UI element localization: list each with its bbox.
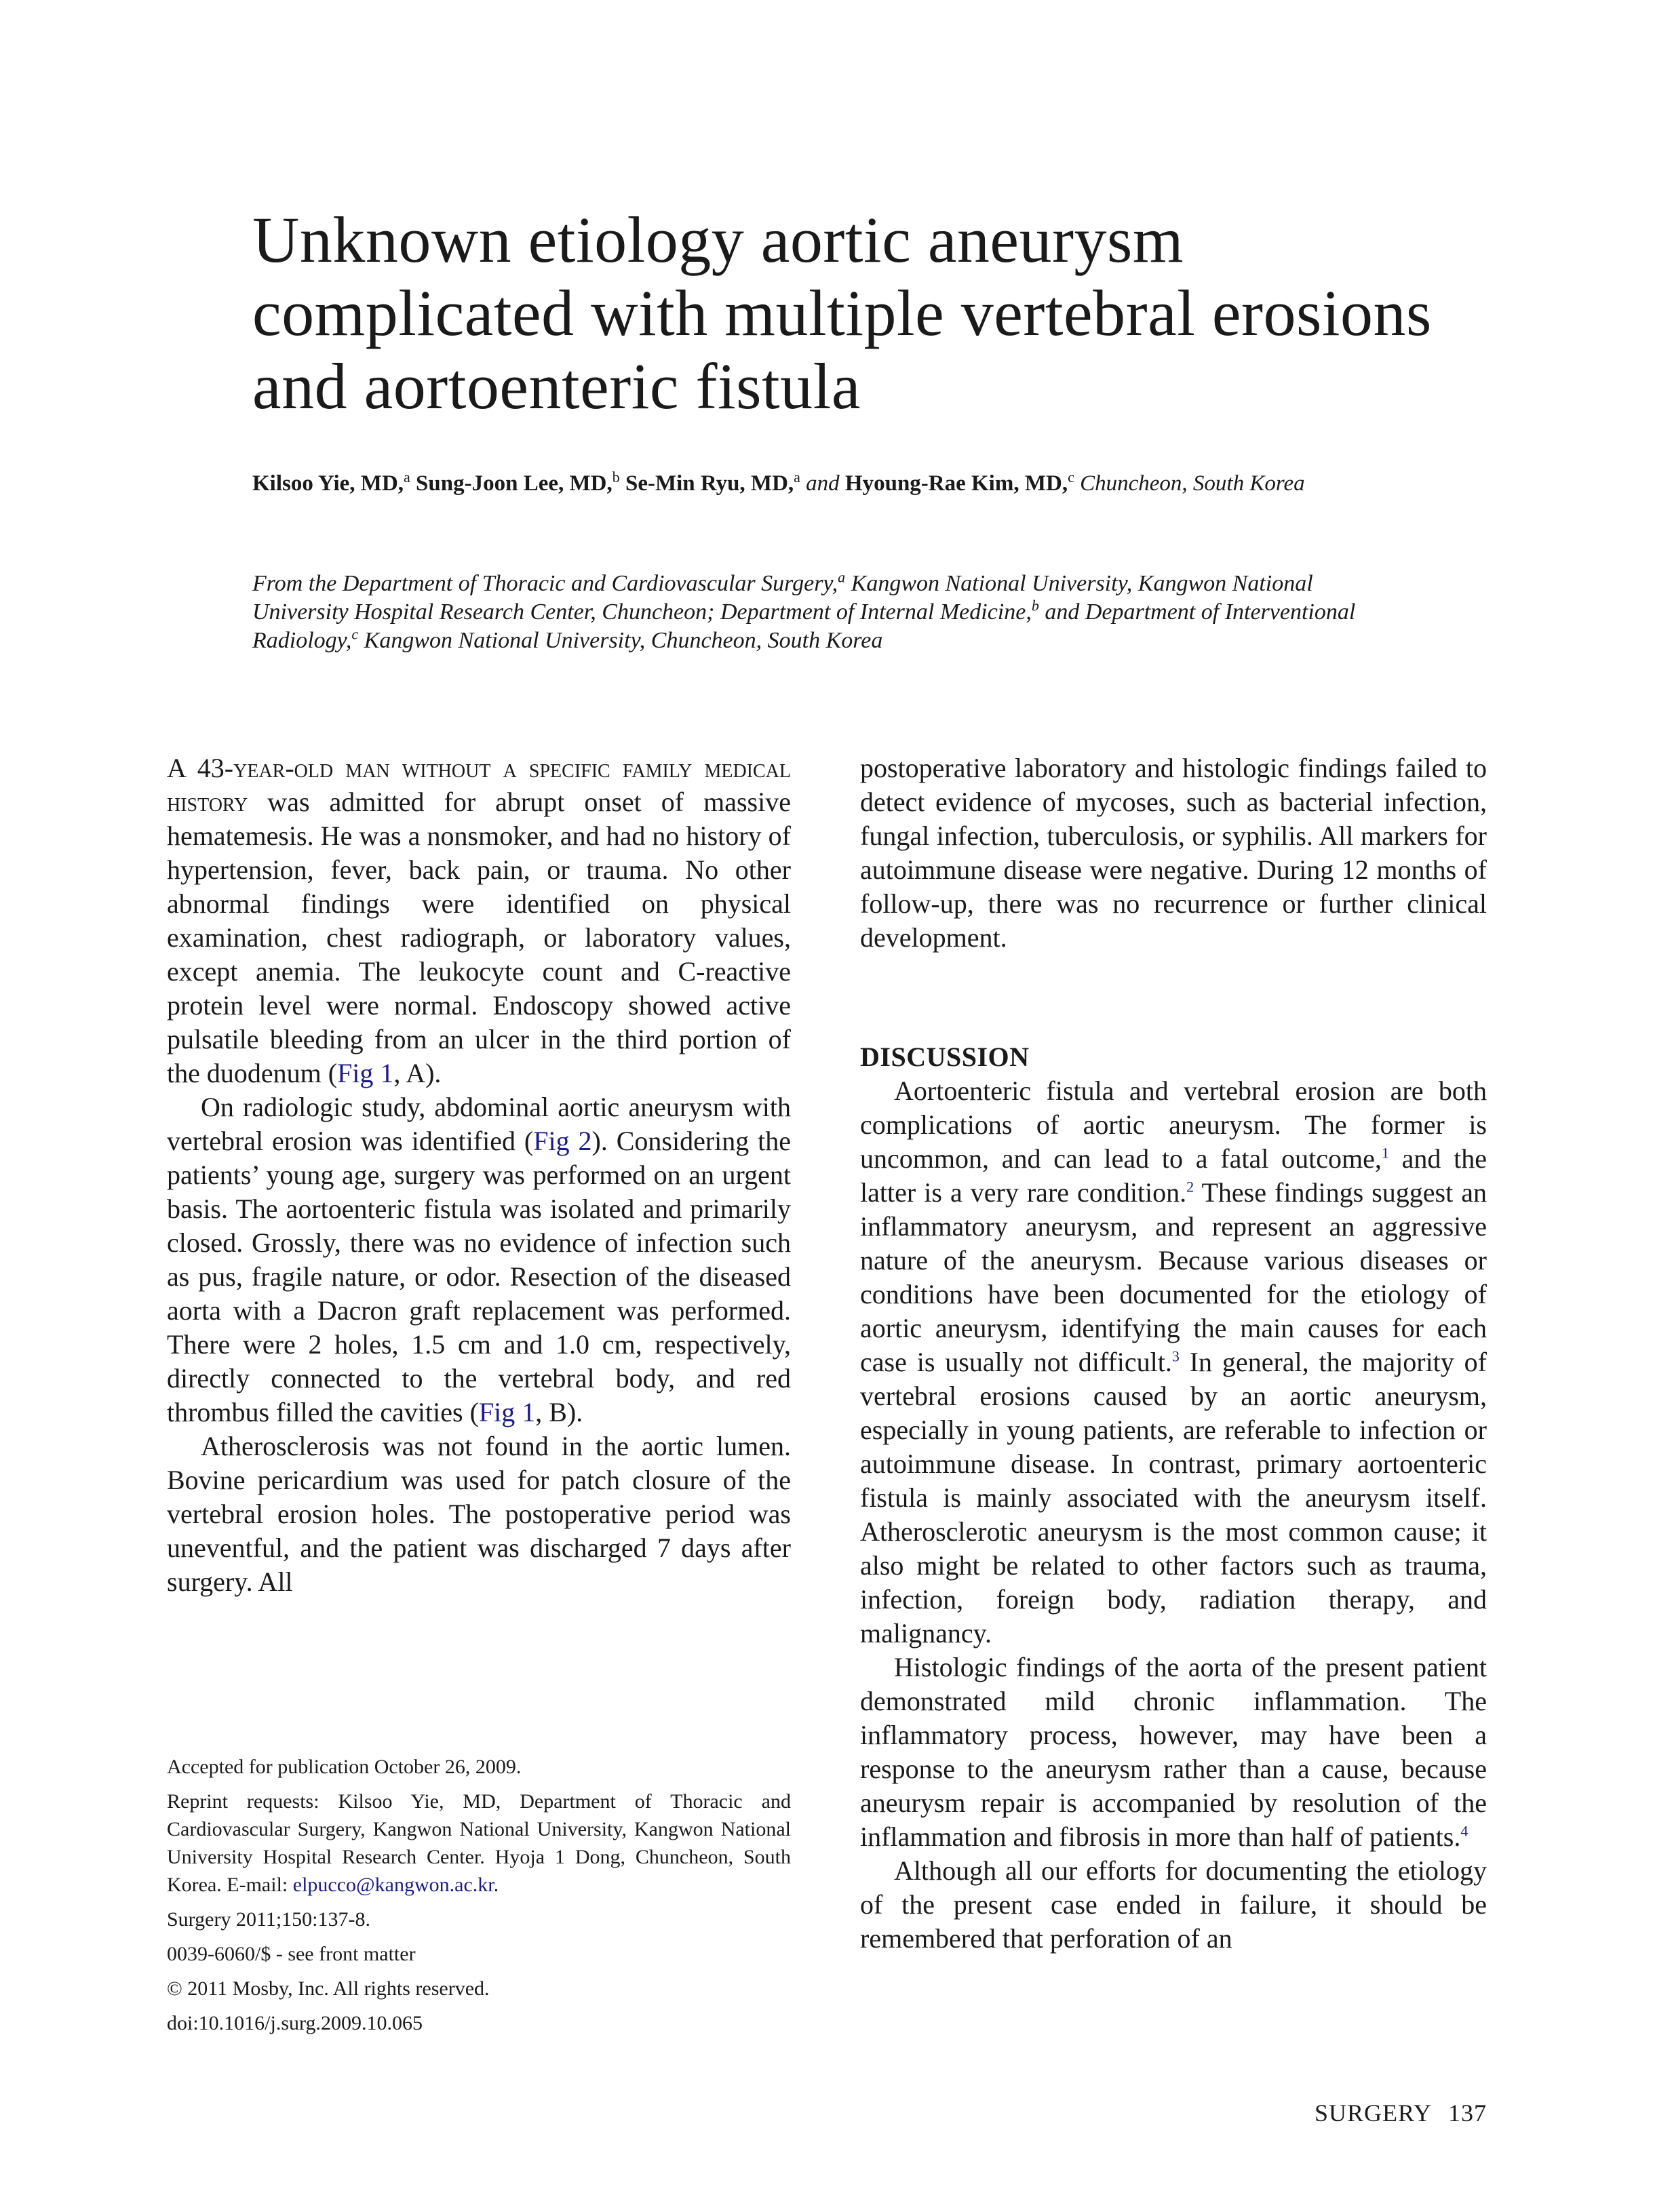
author-list (252, 468, 1392, 499)
author-location: Chuncheon, South Korea (1080, 471, 1305, 496)
reprint-text: . (493, 1874, 499, 1896)
paragraph-text: Histologic findings of the aorta of the present patient demonstrated mild chronic inflammation. The inflammatory process, however, may have been a response to the aneurysm rather than a cause, because aneurysm repair is accompanied by resolution of the inflammation and fibrosis in more than half of patients. (860, 1652, 1487, 1852)
author-name: Se-Min Ryu, MD, (625, 471, 794, 496)
reference-link[interactable]: 4 (1460, 1822, 1469, 1840)
journal-name: SURGERY (1314, 2099, 1432, 2127)
discussion-paragraph (860, 1651, 1487, 1854)
case-paragraph: postoperative laboratory and histologic findings failed to detect evidence of mycoses, such as bacterial infection, fungal infection, tuberculosis, or syphilis. All markers for autoimmune disease were negative. During 12 months of follow-up, there was no recurrence or further clinical development. (860, 753, 1487, 953)
issn-note: 0039-6060/$ - see front matter (167, 1943, 416, 1965)
affiliation (252, 570, 1392, 655)
body-column-right (860, 751, 1487, 1956)
paragraph-text: was admitted for abrupt onset of massive hematemesis. He was a nonsmoker, and had no history of hypertension, fever, back pain, or trauma. No other abnormal findings were identified on physical examination, chest radiograph, or laboratory values, except anemia. The leukocyte count and C-reactive protein level were normal. Endoscopy showed active pulsatile bleeding from an ulcer in the third portion of the duodenum ( (167, 787, 791, 1088)
page-number: 137 (1448, 2099, 1487, 2127)
paragraph-text: In general, the majority of vertebral erosions caused by an aortic aneurysm, especially in young patients, are referable to infection or autoimmune disease. In contrast, primary aortoenteric fistula is mainly associated with the aneurysm itself. Atherosclerotic aneurysm is the most common cause; it also might be related to other factors such as trauma, infection, foreign body, radiation therapy, and malignancy. (860, 1347, 1487, 1648)
affiliation-text: Kangwon National University, Kangwon National University Hospital Research Center, Chuncheon; Department of Internal Medicine, (252, 571, 1313, 625)
email-link[interactable]: elpucco@kangwon.ac.kr (292, 1874, 494, 1896)
case-paragraph (167, 751, 791, 1090)
reprint-text: Reprint requests: Kilsoo Yie, MD, Department of Thoracic and Cardiovascular Surgery, Kangwon National University, Kangwon National University Hospital Research Center. Hyoja 1 Dong, Chuncheon, South Korea. E-mail: (167, 1790, 791, 1896)
affiliation-text: From the Department of Thoracic and Cardiovascular Surgery, (252, 571, 838, 596)
doi-note: doi:10.1016/j.surg.2009.10.065 (167, 2012, 423, 2034)
figure-link[interactable]: Fig 1 (337, 1058, 394, 1088)
discussion-paragraph (860, 1074, 1487, 1651)
paragraph-text: On radiologic study, abdominal aortic aneurysm with vertebral erosion was identified ( (167, 1092, 791, 1156)
figure-link[interactable]: Fig 2 (533, 1126, 592, 1156)
paragraph-text: These findings suggest an inflammatory aneurysm, and represent an aggressive nature of the aneurysm. Because various diseases or conditions have been documented for the etiology of aortic aneurysm, identifying the main causes for each case is usually not difficult. (860, 1177, 1487, 1377)
accepted-note: Accepted for publication October 26, 2009. (167, 1756, 522, 1778)
affiliation-text: and Department of Interventional Radiology, (252, 599, 1356, 653)
author-name: Kilsoo Yie, MD, (252, 471, 404, 496)
affiliation-marker: a (404, 469, 410, 486)
affiliation-marker: b (1031, 597, 1039, 614)
reference-link[interactable]: 1 (1381, 1144, 1389, 1162)
section-heading: DISCUSSION (860, 1042, 1030, 1072)
author-name: Sung-Joon Lee, MD, (416, 471, 612, 496)
paragraph-text: ). Considering the patients’ young age, surgery was performed on an urgent basis. The aortoenteric fistula was isolated and primarily closed. Grossly, there was no evidence of infection such as pus, fragile nature, or odor. Resection of the diseased aorta with a Dacron graft replacement was performed. There were 2 holes, 1.5 cm and 1.0 cm, respectively, directly connected to the vertebral body, and red thrombus filled the cavities ( (167, 1126, 792, 1427)
paragraph-text: and the latter is a very rare condition. (860, 1143, 1487, 1208)
affiliation-text: Kangwon National University, Chuncheon, South Korea (358, 628, 883, 653)
page-footer (1298, 2099, 1487, 2127)
paragraph-text: Aortoenteric fistula and vertebral erosion are both complications of aortic aneurysm. The former is uncommon, and can lead to a fatal outcome, (860, 1075, 1487, 1174)
affiliation-marker: c (351, 625, 359, 643)
paragraph-text: , A). (393, 1058, 442, 1088)
citation-note: Surgery 2011;150:137-8. (167, 1908, 370, 1931)
article-title: Unknown etiology aortic aneurysm complicated with multiple vertebral erosions and aortoenteric fistula (252, 203, 1432, 422)
affiliation-marker: a (838, 568, 846, 586)
copyright-note: © 2011 Mosby, Inc. All rights reserved. (167, 1977, 490, 2000)
discussion-paragraph: Although all our efforts for documenting the etiology of the present case ended in failure, it should be remembered that perforation of an (860, 1855, 1487, 1954)
body-column-left (167, 751, 791, 1599)
case-paragraph (167, 1090, 791, 1429)
author-name: Hyoung-Rae Kim, MD, (844, 471, 1068, 496)
reprint-note (167, 1788, 791, 1899)
reference-link[interactable]: 2 (1186, 1178, 1194, 1196)
reference-link[interactable]: 3 (1171, 1347, 1180, 1365)
article-notes (167, 1753, 791, 2044)
affiliation-marker: c (1068, 469, 1074, 486)
affiliation-marker: b (612, 469, 620, 486)
lead-in-text: A 43-year-old man without a specific family medical history (167, 753, 791, 817)
author-conjunction: and (806, 471, 840, 496)
paragraph-text: , B). (535, 1397, 583, 1427)
affiliation-marker: a (794, 469, 800, 486)
figure-link[interactable]: Fig 1 (478, 1397, 536, 1427)
case-paragraph: Atherosclerosis was not found in the aortic lumen. Bovine pericardium was used for patch closure of the vertebral erosion holes. The postoperative period was uneventful, and the patient was discharged 7 days after surgery. All (167, 1431, 791, 1597)
